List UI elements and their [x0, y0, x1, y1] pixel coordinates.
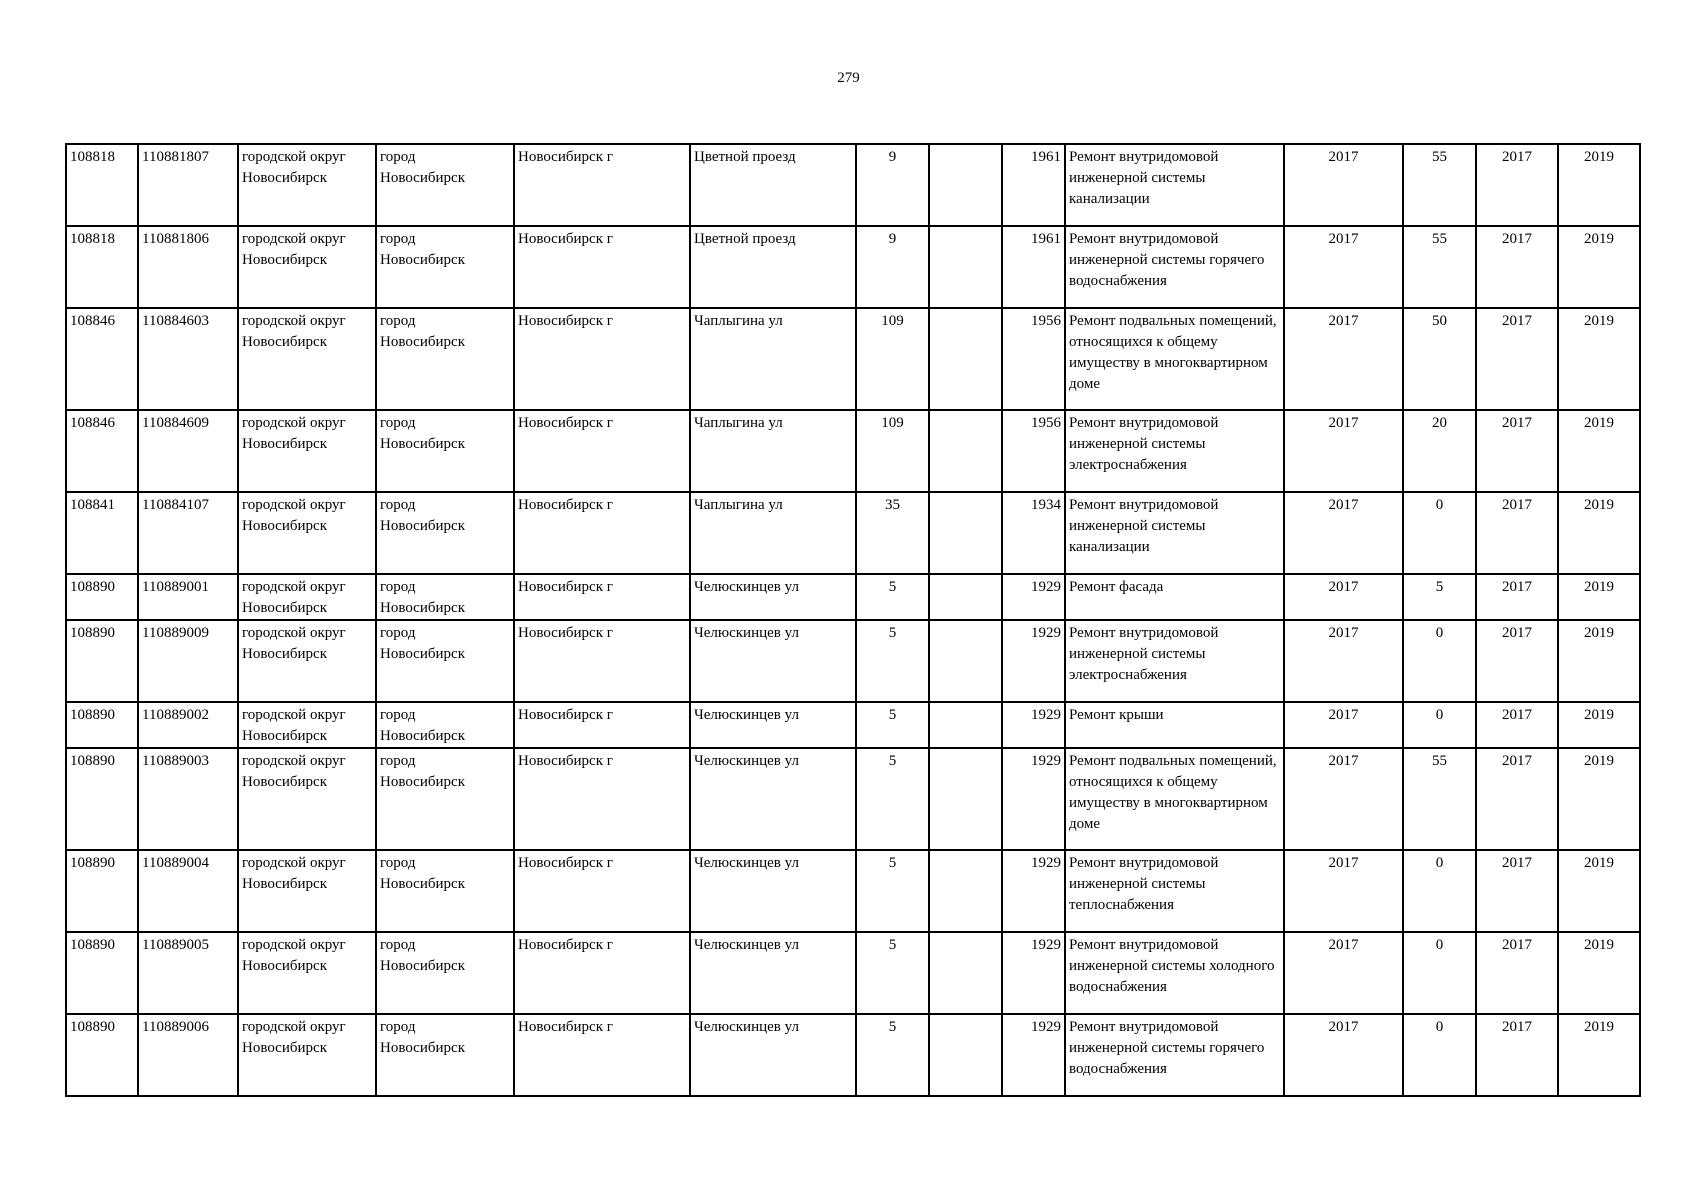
city-cell: Новосибирск г: [514, 1014, 690, 1096]
table-row: [66, 620, 1640, 702]
district-cell: городской округ Новосибирск: [238, 492, 376, 574]
city-cell: Новосибирск г: [514, 144, 690, 226]
wear-cell: 55: [1403, 748, 1476, 850]
wear-cell: 0: [1403, 620, 1476, 702]
start-year-cell: 2017: [1476, 702, 1558, 748]
build-year-cell: 1961: [1002, 226, 1065, 308]
house-id-cell: 108890: [66, 850, 138, 932]
table-row: [66, 410, 1640, 492]
table-row: [66, 226, 1640, 308]
street-cell: Челюскинцев ул: [690, 620, 856, 702]
street-cell: Чаплыгина ул: [690, 410, 856, 492]
house-number-cell: 35: [856, 492, 929, 574]
table-body: [66, 144, 1640, 1096]
settlement-cell: город Новосибирск: [376, 702, 514, 748]
end-year-cell: 2019: [1558, 308, 1640, 410]
end-year-cell: 2019: [1558, 932, 1640, 1014]
year-cell: 2017: [1284, 850, 1403, 932]
city-cell: Новосибирск г: [514, 492, 690, 574]
records-table: [65, 143, 1641, 1097]
wear-cell: 0: [1403, 850, 1476, 932]
settlement-cell: город Новосибирск: [376, 748, 514, 850]
work-id-cell: 110884609: [138, 410, 238, 492]
work-type-cell: Ремонт внутридомовой инженерной системы горячего водоснабжения: [1065, 1014, 1284, 1096]
year-cell: 2017: [1284, 492, 1403, 574]
house-number-cell: 5: [856, 620, 929, 702]
work-id-cell: 110889003: [138, 748, 238, 850]
work-id-cell: 110889006: [138, 1014, 238, 1096]
city-cell: Новосибирск г: [514, 932, 690, 1014]
district-cell: городской округ Новосибирск: [238, 748, 376, 850]
work-type-cell: Ремонт внутридомовой инженерной системы электроснабжения: [1065, 410, 1284, 492]
end-year-cell: 2019: [1558, 410, 1640, 492]
build-year-cell: 1961: [1002, 144, 1065, 226]
year-cell: 2017: [1284, 620, 1403, 702]
house-number-cell: 5: [856, 748, 929, 850]
city-cell: Новосибирск г: [514, 850, 690, 932]
start-year-cell: 2017: [1476, 574, 1558, 620]
work-type-cell: Ремонт подвальных помещений, относящихся к общему имуществу в многоквартирном доме: [1065, 308, 1284, 410]
start-year-cell: 2017: [1476, 1014, 1558, 1096]
table-row: [66, 748, 1640, 850]
district-cell: городской округ Новосибирск: [238, 850, 376, 932]
work-type-cell: Ремонт внутридомовой инженерной системы горячего водоснабжения: [1065, 226, 1284, 308]
city-cell: Новосибирск г: [514, 410, 690, 492]
year-cell: 2017: [1284, 144, 1403, 226]
street-cell: Чаплыгина ул: [690, 492, 856, 574]
work-id-cell: 110889002: [138, 702, 238, 748]
table-row: [66, 492, 1640, 574]
district-cell: городской округ Новосибирск: [238, 702, 376, 748]
table-row: [66, 932, 1640, 1014]
house-number-cell: 5: [856, 850, 929, 932]
settlement-cell: город Новосибирск: [376, 492, 514, 574]
street-cell: Цветной проезд: [690, 226, 856, 308]
wear-cell: 0: [1403, 702, 1476, 748]
settlement-cell: город Новосибирск: [376, 1014, 514, 1096]
work-id-cell: 110889005: [138, 932, 238, 1014]
year-cell: 2017: [1284, 932, 1403, 1014]
work-type-cell: Ремонт внутридомовой инженерной системы канализации: [1065, 492, 1284, 574]
end-year-cell: 2019: [1558, 702, 1640, 748]
street-cell: Чаплыгина ул: [690, 308, 856, 410]
house-id-cell: 108890: [66, 574, 138, 620]
end-year-cell: 2019: [1558, 620, 1640, 702]
build-year-cell: 1929: [1002, 574, 1065, 620]
year-cell: 2017: [1284, 1014, 1403, 1096]
building-cell: [929, 620, 1002, 702]
work-type-cell: Ремонт внутридомовой инженерной системы холодного водоснабжения: [1065, 932, 1284, 1014]
house-number-cell: 109: [856, 308, 929, 410]
settlement-cell: город Новосибирск: [376, 620, 514, 702]
house-number-cell: 9: [856, 144, 929, 226]
work-type-cell: Ремонт внутридомовой инженерной системы теплоснабжения: [1065, 850, 1284, 932]
work-type-cell: Ремонт фасада: [1065, 574, 1284, 620]
start-year-cell: 2017: [1476, 144, 1558, 226]
street-cell: Челюскинцев ул: [690, 574, 856, 620]
street-cell: Челюскинцев ул: [690, 932, 856, 1014]
build-year-cell: 1934: [1002, 492, 1065, 574]
wear-cell: 5: [1403, 574, 1476, 620]
house-id-cell: 108890: [66, 620, 138, 702]
start-year-cell: 2017: [1476, 226, 1558, 308]
end-year-cell: 2019: [1558, 574, 1640, 620]
build-year-cell: 1929: [1002, 1014, 1065, 1096]
street-cell: Челюскинцев ул: [690, 748, 856, 850]
wear-cell: 0: [1403, 932, 1476, 1014]
start-year-cell: 2017: [1476, 410, 1558, 492]
wear-cell: 0: [1403, 492, 1476, 574]
district-cell: городской округ Новосибирск: [238, 932, 376, 1014]
house-number-cell: 5: [856, 702, 929, 748]
build-year-cell: 1929: [1002, 850, 1065, 932]
house-id-cell: 108841: [66, 492, 138, 574]
year-cell: 2017: [1284, 226, 1403, 308]
building-cell: [929, 308, 1002, 410]
street-cell: Челюскинцев ул: [690, 702, 856, 748]
house-id-cell: 108818: [66, 144, 138, 226]
year-cell: 2017: [1284, 410, 1403, 492]
street-cell: Челюскинцев ул: [690, 1014, 856, 1096]
end-year-cell: 2019: [1558, 1014, 1640, 1096]
settlement-cell: город Новосибирск: [376, 932, 514, 1014]
settlement-cell: город Новосибирск: [376, 410, 514, 492]
wear-cell: 55: [1403, 144, 1476, 226]
district-cell: городской округ Новосибирск: [238, 1014, 376, 1096]
year-cell: 2017: [1284, 748, 1403, 850]
page-number: 279: [837, 70, 860, 86]
city-cell: Новосибирск г: [514, 574, 690, 620]
house-number-cell: 5: [856, 1014, 929, 1096]
settlement-cell: город Новосибирск: [376, 226, 514, 308]
work-id-cell: 110889004: [138, 850, 238, 932]
house-id-cell: 108846: [66, 410, 138, 492]
city-cell: Новосибирск г: [514, 748, 690, 850]
settlement-cell: город Новосибирск: [376, 574, 514, 620]
start-year-cell: 2017: [1476, 492, 1558, 574]
settlement-cell: город Новосибирск: [376, 144, 514, 226]
work-type-cell: Ремонт внутридомовой инженерной системы электроснабжения: [1065, 620, 1284, 702]
house-id-cell: 108846: [66, 308, 138, 410]
house-id-cell: 108818: [66, 226, 138, 308]
district-cell: городской округ Новосибирск: [238, 574, 376, 620]
city-cell: Новосибирск г: [514, 308, 690, 410]
end-year-cell: 2019: [1558, 226, 1640, 308]
house-id-cell: 108890: [66, 932, 138, 1014]
table-row: [66, 850, 1640, 932]
house-number-cell: 5: [856, 932, 929, 1014]
building-cell: [929, 410, 1002, 492]
work-id-cell: 110881807: [138, 144, 238, 226]
street-cell: Цветной проезд: [690, 144, 856, 226]
table-row: [66, 1014, 1640, 1096]
building-cell: [929, 226, 1002, 308]
building-cell: [929, 144, 1002, 226]
year-cell: 2017: [1284, 702, 1403, 748]
start-year-cell: 2017: [1476, 932, 1558, 1014]
work-type-cell: Ремонт крыши: [1065, 702, 1284, 748]
building-cell: [929, 1014, 1002, 1096]
district-cell: городской округ Новосибирск: [238, 308, 376, 410]
building-cell: [929, 574, 1002, 620]
end-year-cell: 2019: [1558, 748, 1640, 850]
city-cell: Новосибирск г: [514, 226, 690, 308]
building-cell: [929, 932, 1002, 1014]
house-id-cell: 108890: [66, 702, 138, 748]
city-cell: Новосибирск г: [514, 702, 690, 748]
work-type-cell: Ремонт внутридомовой инженерной системы канализации: [1065, 144, 1284, 226]
house-id-cell: 108890: [66, 748, 138, 850]
build-year-cell: 1929: [1002, 748, 1065, 850]
start-year-cell: 2017: [1476, 850, 1558, 932]
building-cell: [929, 850, 1002, 932]
end-year-cell: 2019: [1558, 850, 1640, 932]
district-cell: городской округ Новосибирск: [238, 226, 376, 308]
table-row: [66, 702, 1640, 748]
build-year-cell: 1929: [1002, 932, 1065, 1014]
district-cell: городской округ Новосибирск: [238, 410, 376, 492]
start-year-cell: 2017: [1476, 620, 1558, 702]
start-year-cell: 2017: [1476, 308, 1558, 410]
district-cell: городской округ Новосибирск: [238, 144, 376, 226]
house-number-cell: 9: [856, 226, 929, 308]
house-number-cell: 5: [856, 574, 929, 620]
build-year-cell: 1956: [1002, 308, 1065, 410]
settlement-cell: город Новосибирск: [376, 850, 514, 932]
house-number-cell: 109: [856, 410, 929, 492]
end-year-cell: 2019: [1558, 492, 1640, 574]
start-year-cell: 2017: [1476, 748, 1558, 850]
table-row: [66, 144, 1640, 226]
work-type-cell: Ремонт подвальных помещений, относящихся к общему имуществу в многоквартирном доме: [1065, 748, 1284, 850]
year-cell: 2017: [1284, 574, 1403, 620]
city-cell: Новосибирск г: [514, 620, 690, 702]
building-cell: [929, 492, 1002, 574]
build-year-cell: 1929: [1002, 702, 1065, 748]
table-row: [66, 308, 1640, 410]
work-id-cell: 110889001: [138, 574, 238, 620]
work-id-cell: 110884603: [138, 308, 238, 410]
settlement-cell: город Новосибирск: [376, 308, 514, 410]
house-id-cell: 108890: [66, 1014, 138, 1096]
building-cell: [929, 702, 1002, 748]
district-cell: городской округ Новосибирск: [238, 620, 376, 702]
year-cell: 2017: [1284, 308, 1403, 410]
end-year-cell: 2019: [1558, 144, 1640, 226]
wear-cell: 55: [1403, 226, 1476, 308]
table-row: [66, 574, 1640, 620]
build-year-cell: 1956: [1002, 410, 1065, 492]
work-id-cell: 110889009: [138, 620, 238, 702]
work-id-cell: 110881806: [138, 226, 238, 308]
wear-cell: 50: [1403, 308, 1476, 410]
wear-cell: 20: [1403, 410, 1476, 492]
building-cell: [929, 748, 1002, 850]
street-cell: Челюскинцев ул: [690, 850, 856, 932]
build-year-cell: 1929: [1002, 620, 1065, 702]
work-id-cell: 110884107: [138, 492, 238, 574]
wear-cell: 0: [1403, 1014, 1476, 1096]
